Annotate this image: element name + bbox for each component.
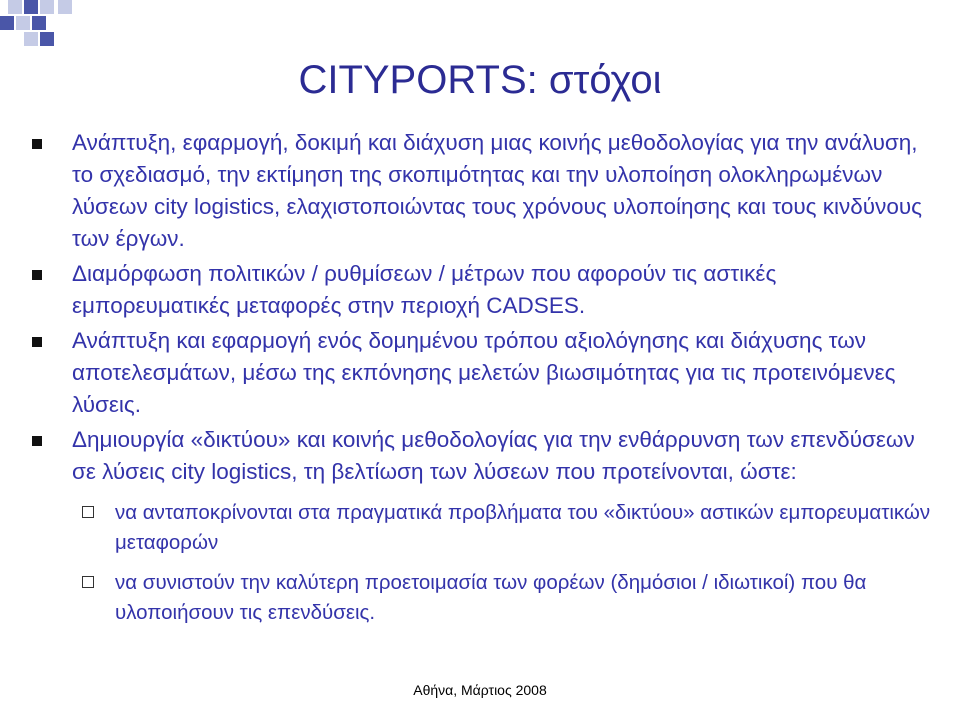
corner-squares-decoration [0, 0, 90, 60]
deco-square [40, 32, 54, 46]
deco-square [32, 16, 46, 30]
square-bullet-icon [32, 139, 42, 149]
square-bullet-icon [32, 436, 42, 446]
bullet-item [32, 127, 932, 255]
footer-date: Αθήνα, Μάρτιος 2008 [413, 682, 547, 698]
slide-title: CITYPORTS: στόχοι [298, 58, 662, 102]
sub-bullet-item [82, 568, 932, 628]
bullet-item [32, 325, 932, 421]
hollow-square-bullet-icon [82, 576, 94, 588]
sub-bullet-text: να συνιστούν την καλύτερη προετοιμασία των φορέων (δημόσιοι / ιδιωτικοί) που θα υλοποιήσουν τις επενδύσεις. [115, 571, 867, 624]
deco-square [58, 0, 72, 14]
bullet-text: Διαμόρφωση πολιτικών / ρυθμίσεων / μέτρων που αφορούν τις αστικές εμπορευματικές μεταφορές στην περιοχή CADSES. [72, 261, 777, 318]
bullet-item [32, 258, 932, 322]
deco-square [16, 16, 30, 30]
hollow-square-bullet-icon [82, 506, 94, 518]
deco-square [40, 0, 54, 14]
deco-square [0, 16, 14, 30]
bullet-list [32, 127, 932, 628]
bullet-text: Ανάπτυξη, εφαρμογή, δοκιμή και διάχυση μιας κοινής μεθοδολογίας για την ανάλυση, το σχεδιασμό, την εκτίμηση της σκοπιμότητας και την υλοποίηση ολοκληρωμένων λύσεων city logistics, ελαχιστοποιώντας τους χρόνους υλοποίησης και τους κινδύνους των έργων. [72, 130, 923, 251]
deco-square [24, 32, 38, 46]
deco-square [24, 0, 38, 14]
square-bullet-icon [32, 270, 42, 280]
sub-bullet-text: να ανταποκρίνονται στα πραγματικά προβλήματα του «δικτύου» αστικών εμπορευματικών μεταφορών [115, 501, 931, 554]
bullet-item [32, 424, 932, 488]
bullet-text: Δημιουργία «δικτύου» και κοινής μεθοδολογίας για την ενθάρρυνση των επενδύσεων σε λύσεις city logistics, τη βελτίωση των λύσεων που προτείνονται, ώστε: [72, 427, 915, 484]
bullet-text: Ανάπτυξη και εφαρμογή ενός δομημένου τρόπου αξιολόγησης και διάχυσης των αποτελεσμάτων, μέσω της εκπόνησης μελετών βιωσιμότητας για τις προτεινόμενες λύσεις. [72, 328, 896, 417]
sub-bullet-item [82, 498, 932, 558]
square-bullet-icon [32, 337, 42, 347]
deco-square [8, 0, 22, 14]
